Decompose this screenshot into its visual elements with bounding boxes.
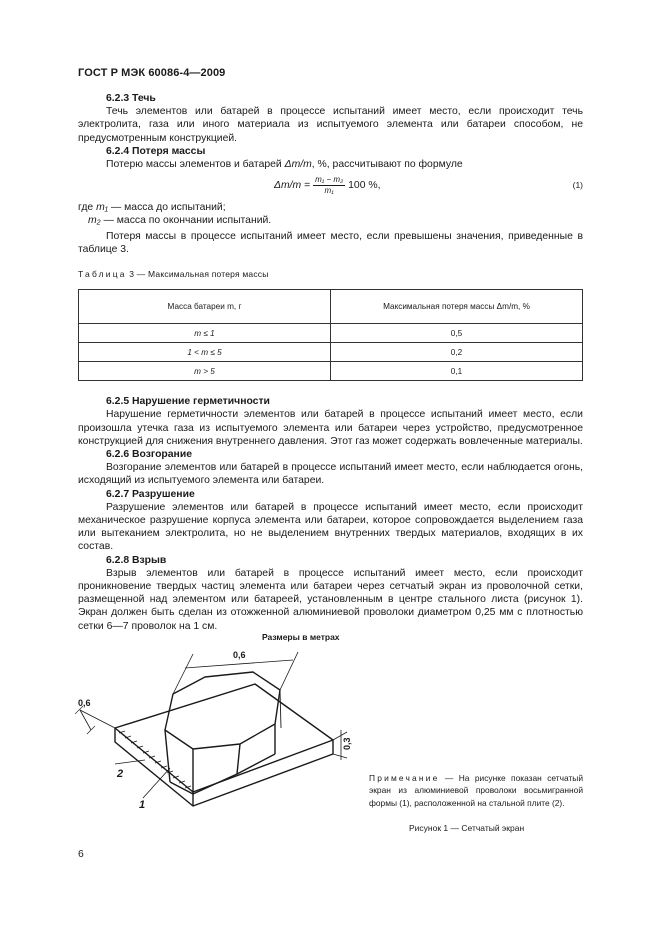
paragraph-mass-loss: Потеря массы в процессе испытаний имеет место, если превышены значения, приведенные в таблице 3. <box>78 230 583 255</box>
text-span: , %, рассчитывают по формуле <box>311 159 463 171</box>
text-span: — масса по окончании испытаний. <box>100 215 272 227</box>
symbol-m1: m₁ <box>96 202 108 214</box>
symbol-dm-m: Δm/m <box>284 159 312 171</box>
paragraph-explosion: Взрыв элементов или батарей в процессе испытаний имеет место, если происходит проникновение твердых частиц элемента или батареи через сетчатый экран из проволочной сетки, размещенной над элементом или батареей, установленным в центре стального листа (рисунок 1). Экран должен быть сделан из отожженной алюминиевой проволоки диаметром 0,25 мм с плотностью сетки 6—7 проволок на 1 см. <box>78 567 583 632</box>
page-header: ГОСТ Р МЭК 60086-4—2009 <box>78 67 226 79</box>
formula-body <box>274 175 381 196</box>
formula-lhs: Δm/m = <box>274 180 311 192</box>
formula-denominator: m₁ <box>324 186 334 196</box>
table-row <box>79 343 583 362</box>
label-screen-number: 1 <box>139 799 146 811</box>
heading-6-2-5: 6.2.5 Нарушение герметичности <box>106 396 270 408</box>
cell-mass: m > 5 <box>79 362 331 381</box>
table-row <box>79 324 583 343</box>
text-span: Потерю массы элементов и батарей <box>106 159 285 171</box>
dimension-height: 0,3 <box>342 737 352 750</box>
table-caption-text: 3 — Максимальная потеря массы <box>126 269 269 280</box>
page-number: 6 <box>78 849 84 860</box>
heading-6-2-8: 6.2.8 Взрыв <box>106 554 167 566</box>
heading-6-2-6: 6.2.6 Возгорание <box>106 449 192 461</box>
where-m1 <box>78 201 583 214</box>
cell-loss: 0,2 <box>331 343 583 362</box>
paragraph-mass-loss-intro <box>78 158 583 171</box>
note-label: Примечание <box>369 773 440 783</box>
symbol-m2: m₂ <box>88 215 101 227</box>
figure-note <box>369 772 583 809</box>
column-header-loss: Максимальная потеря массы Δm/m, % <box>331 290 583 324</box>
paragraph-rupture: Разрушение элементов или батарей в процессе испытаний имеет место, если происходит механическое разрушение корпуса элемента или батареи, которое сопровождается выделением газа или вытеканием электролита, но не выделением внутренних твердых материалов, входящих в их состав. <box>78 501 583 553</box>
table-caption <box>78 268 583 281</box>
figure-caption: Рисунок 1 — Сетчатый экран <box>409 823 525 833</box>
paragraph-seal-failure: Нарушение герметичности элементов или батарей в процессе испытаний имеет место, если произошла утечка газа из испытуемого элемента или батареи через устройство, предусмотренное конструкцией для снижения внутреннего давления. Этот газ может содержать вовлеченные материалы. <box>78 409 583 447</box>
formula-fraction <box>313 175 345 196</box>
paragraph-leak: Течь элементов или батарей в процессе испытаний имеет место, если происходит течь электролита, газа или иного материала из испытуемого элемента или батареи способом, не предусмотренным конструкцией. <box>78 106 583 144</box>
formula-rhs: 100 %, <box>348 180 381 192</box>
heading-6-2-7: 6.2.7 Разрушение <box>106 488 195 500</box>
cell-mass: 1 < m ≤ 5 <box>79 343 331 362</box>
text-span: где <box>78 202 97 214</box>
text-span: — масса до испытаний; <box>108 202 226 214</box>
table-caption-label: Таблица <box>78 269 127 280</box>
equation-number: (1) <box>572 180 583 191</box>
dimension-top: 0,6 <box>233 650 246 660</box>
table-header-row <box>79 290 583 324</box>
figure-dimensions-note: Размеры в метрах <box>262 632 340 642</box>
heading-6-2-4: 6.2.4 Потеря массы <box>106 145 206 157</box>
where-m2 <box>78 214 583 227</box>
heading-6-2-3: 6.2.3 Течь <box>106 93 156 104</box>
note-text: — На рисунке показан сетчатый экран из алюминиевой проволоки восьмигранной формы (1), расположенной на стальной плите (2). <box>369 773 583 808</box>
column-header-mass: Масса батареи m, г <box>79 290 331 324</box>
label-plate-number: 2 <box>117 768 124 780</box>
cell-mass: m ≤ 1 <box>79 324 331 343</box>
formula-numerator: m₁ − m₂ <box>315 175 344 185</box>
body-text <box>78 92 583 633</box>
paragraph-fire: Возгорание элементов или батарей в процессе испытаний имеет место, если наблюдается огонь, исходящий из испытуемого элемента или батареи. <box>78 462 583 487</box>
cell-loss: 0,5 <box>331 324 583 343</box>
table-row <box>79 362 583 381</box>
dimension-left: 0,6 <box>78 698 91 708</box>
cell-loss: 0,1 <box>331 362 583 381</box>
table-max-mass-loss <box>78 289 583 381</box>
figure-mesh-screen <box>75 632 375 842</box>
formula-1 <box>78 171 583 201</box>
